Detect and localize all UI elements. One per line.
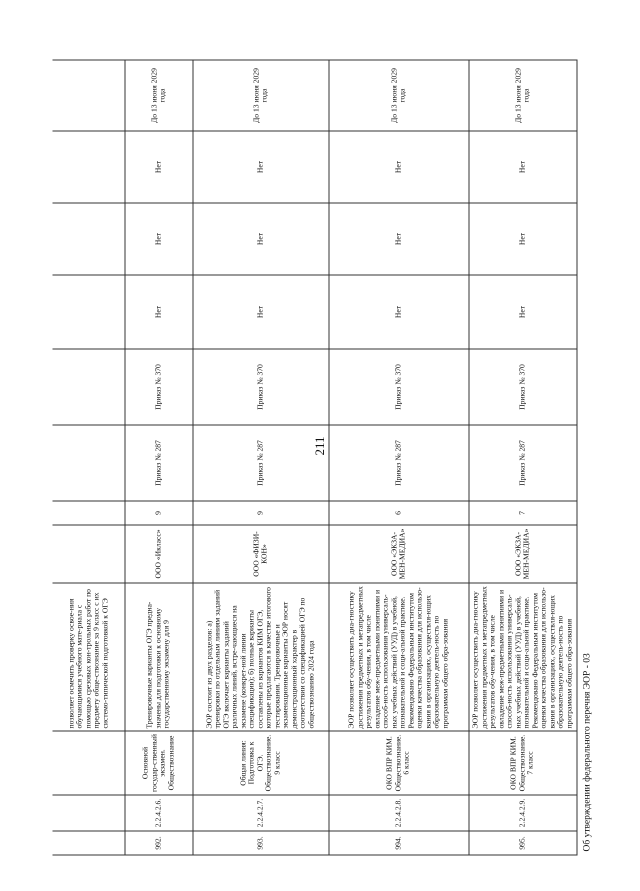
grade: 9 bbox=[124, 501, 192, 525]
deadline-cell: До 13 июня 2029 года bbox=[192, 60, 328, 131]
flag-cell: Нет bbox=[468, 275, 576, 349]
row-code: 2.2.4.2.7. bbox=[192, 795, 328, 831]
flag-cell: Нет bbox=[468, 203, 576, 275]
publisher: ООО «Икласс» bbox=[124, 525, 192, 583]
order-cell: Приказ № 370 bbox=[468, 349, 576, 425]
flag-cell: Нет bbox=[192, 203, 328, 275]
resource-name: ОКО ВПР КИМ. Обществознание. 6 класс bbox=[328, 731, 468, 795]
publisher: ООО «ЭКЗА-МЕН-МЕДИА» bbox=[468, 525, 576, 583]
flag-cell: Нет bbox=[328, 275, 468, 349]
table-row bbox=[192, 60, 328, 855]
eor-register-table bbox=[52, 59, 577, 855]
order-cell: Приказ № 287 bbox=[192, 425, 328, 501]
flag-cell: Нет bbox=[192, 275, 328, 349]
grade: 7 bbox=[468, 501, 576, 525]
footer-note: Об утверждении федерального перечня ЭОР - 03 bbox=[582, 652, 592, 851]
deadline-cell: До 13 июня 2029 года bbox=[124, 60, 192, 131]
flag-cell: Нет bbox=[328, 203, 468, 275]
row-number: 992. bbox=[124, 831, 192, 855]
deadline-cell: До 13 июня 2029 года bbox=[328, 60, 468, 131]
order-cell: Приказ № 370 bbox=[124, 349, 192, 425]
row-number: 993. bbox=[192, 831, 328, 855]
flag-cell: Нет bbox=[124, 203, 192, 275]
order-cell: Приказ № 370 bbox=[328, 349, 468, 425]
resource-name: Основной государ-ственный экзамен. Обществознание bbox=[124, 731, 192, 795]
grade: 9 bbox=[192, 501, 328, 525]
deadline-cell: До 13 июня 2029 года bbox=[468, 60, 576, 131]
flag-cell: Нет bbox=[192, 131, 328, 203]
rotated-page-content bbox=[52, 60, 600, 855]
row-code: 2.2.4.2.8. bbox=[328, 795, 468, 831]
page-number: 211 bbox=[312, 436, 327, 456]
order-cell: Приказ № 287 bbox=[328, 425, 468, 501]
description-cell: ЭОР позволяет осуществить диа-гностику достижения предметных и метапредметных результатов обу-чения, в том числе овладение меж-предметными понятиями и способ-ность использования универсаль-ных учебных действий (УУД) в учебной, познавательной и соци-альной практике. Рекомендовано Федеральным институтом оценки качества образования для использо-вания в организациях, осуществля-ющих образовательную деятель-ность по программам общего обра-зования bbox=[468, 583, 576, 731]
table-row bbox=[52, 60, 124, 855]
grade: 6 bbox=[328, 501, 468, 525]
order-cell: Приказ № 370 bbox=[192, 349, 328, 425]
resource-name: ОКО ВПР КИМ. Обществознание. 7 класс bbox=[468, 731, 576, 795]
publisher: ООО «ЭКЗА-МЕН-МЕДИА» bbox=[328, 525, 468, 583]
flag-cell: Нет bbox=[468, 131, 576, 203]
description-cell: Тренировочные варианты ОГЭ предна-значены для подготовки к основному государственному экзамену для 9 bbox=[124, 583, 192, 731]
order-cell: Приказ № 287 bbox=[124, 425, 192, 501]
row-number: 995. bbox=[468, 831, 576, 855]
publisher: ООО «ФИЗИ-КОН» bbox=[192, 525, 328, 583]
description-cell: ЭОР состоит из двух разделов: а) тренировки по отдельным линиям заданий ОГЭ включает варианты заданий различных линий, встре-чающиеся на экзамене (конкрет-ной линии спецификации); б) полные варианты составлены из вариантов КИМ ОГЭ, которые предлагаются в качестве итогового тестирования. Тренировочные и экзаменационные варианты ЭОР носят демонстрационный характер в соответствии со спецификацией ОГЭ по обществознанию 2024 года bbox=[192, 583, 328, 731]
table-row bbox=[468, 60, 576, 855]
row-code: 2.2.4.2.9. bbox=[468, 795, 576, 831]
flag-cell: Нет bbox=[124, 131, 192, 203]
order-cell: Приказ № 287 bbox=[468, 425, 576, 501]
table-row bbox=[124, 60, 192, 855]
flag-cell: Нет bbox=[328, 131, 468, 203]
resource-name: Общая линия: Подготовка к ОГЭ. Обществознание. 9 класс bbox=[192, 731, 328, 795]
flag-cell: Нет bbox=[124, 275, 192, 349]
table-row bbox=[328, 60, 468, 855]
row-code: 2.2.4.2.6. bbox=[124, 795, 192, 831]
row-number: 994. bbox=[328, 831, 468, 855]
description-cell: ЭОР позволяет осуществить диа-гностику достижения предметных и метапредметных результатов обу-чения, в том числе овладение меж-предметными понятиями и способ-ность использования универсаль-ных учебных действий (УУД) в учебной, познавательной и соци-альной практике. Рекомендовано Федеральным институтом оценки качества образования для использо-вания в организациях, осуществля-ющих образовательную деятель-ность по программам общего обра-зования bbox=[328, 583, 468, 731]
description-cell: позволяет осмечить проверку освое-ния обучающимися учебного мате-риала с помощью срезовых кон-трольных работ по предмету обще-ствознание за 9 класс с их системо-типической подготовкой к ОГЭ bbox=[52, 583, 124, 731]
